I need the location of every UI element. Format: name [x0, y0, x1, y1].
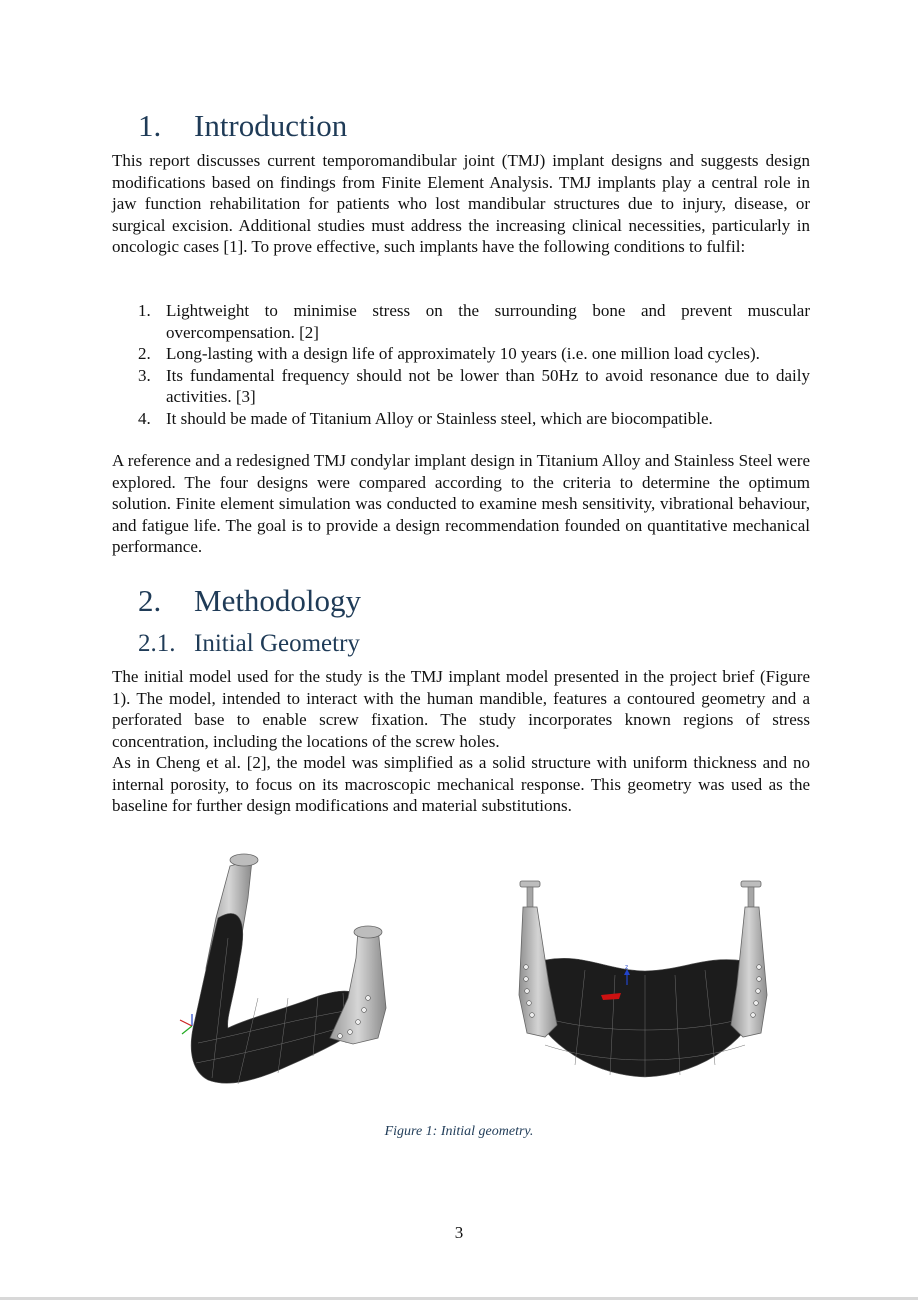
intro-paragraph-1: This report discusses current temporomandibular joint (TMJ) implant designs and suggests design modifications based on findings from Finite Element Analysis. TMJ implants play a central role in jaw function rehabilitation for patients who lost mandibular structures due to injury, disease, or surgical excision. Additional studies must address the increasing clinical necessities, particularly in oncologic cases [1]. To prove effective, such implants have the following conditions to fulfil:	[112, 151, 810, 256]
methodology-paragraph-2: As in Cheng et al. [2], the model was simplified as a solid structure with uniform thickness and no internal porosity, to focus on its macroscopic mechanical response. This geometry was used as the baseline for further design modifications and material substitutions.	[112, 753, 810, 815]
methodology-paragraph-1: The initial model used for the study is the TMJ implant model presented in the project brief (Figure 1). The model, intended to interact with the human mandible, features a contoured geometry and a perforated base to enable screw fixation. The study incorporates known regions of stress concentration, including the locations of the screw holes.	[112, 667, 810, 751]
list-item-number: 3.	[138, 365, 151, 385]
section-number: 2.	[138, 583, 162, 618]
subsection-heading-initial-geometry	[138, 630, 360, 658]
intro-paragraph-1-block	[112, 150, 810, 258]
list-item-number: 2.	[138, 344, 151, 363]
list-item-text: Long-lasting with a design life of approximately 10 years (i.e. one million load cycles).	[166, 344, 760, 363]
right-condyle-plate	[330, 928, 386, 1044]
figure-implant-oblique-view	[168, 848, 398, 1094]
section-number: 1.	[138, 108, 162, 143]
subsection-number: 2.1.	[138, 630, 176, 657]
section-heading-introduction	[138, 108, 347, 144]
list-item-text: It should be made of Titanium Alloy or Stainless steel, which are biocompatible.	[166, 408, 713, 428]
list-item-number: 1.	[138, 301, 151, 320]
right-condyle-head	[741, 881, 761, 887]
axis-label: z	[625, 964, 629, 971]
left-condyle-head	[230, 854, 258, 866]
section-title: Methodology	[194, 583, 362, 618]
left-condyle-neck	[527, 887, 533, 907]
list-item	[138, 300, 810, 343]
section-title: Introduction	[194, 108, 348, 143]
methodology-paragraph-block	[112, 666, 810, 817]
list-item	[138, 408, 810, 430]
left-condyle-head	[520, 881, 540, 887]
subsection-title: Initial Geometry	[194, 630, 360, 657]
figure-caption: Figure 1: Initial geometry.	[384, 1124, 534, 1139]
intro-paragraph-2-block	[112, 450, 810, 558]
list-item-text: Its fundamental frequency should not be lower than 50Hz to avoid resonance due to daily activities. [3]	[166, 365, 810, 406]
section-heading-methodology	[138, 583, 361, 619]
list-item-number: 4.	[138, 408, 151, 428]
page-number: 3	[454, 1223, 464, 1242]
requirements-list	[138, 300, 810, 429]
axis-triad-icon	[180, 1014, 192, 1034]
figure-implant-front-view	[505, 875, 780, 1080]
mandible-body	[191, 914, 368, 1084]
list-item	[138, 343, 810, 365]
right-condyle-neck	[748, 887, 754, 907]
intro-paragraph-2: A reference and a redesigned TMJ condylar implant design in Titanium Alloy and Stainless Steel were explored. The four designs were compared according to the criteria to determine the optimum solution. Finite element simulation was conducted to examine mesh sensitivity, vibrational behaviour, and fatigue life. The goal is to provide a design recommendation founded on quantitative mechanical performance.	[112, 451, 810, 556]
list-item	[138, 365, 810, 408]
list-item-text: Lightweight to minimise stress on the surrounding bone and prevent muscular overcompensation. [2]	[166, 301, 810, 342]
right-condyle-head	[354, 926, 382, 938]
